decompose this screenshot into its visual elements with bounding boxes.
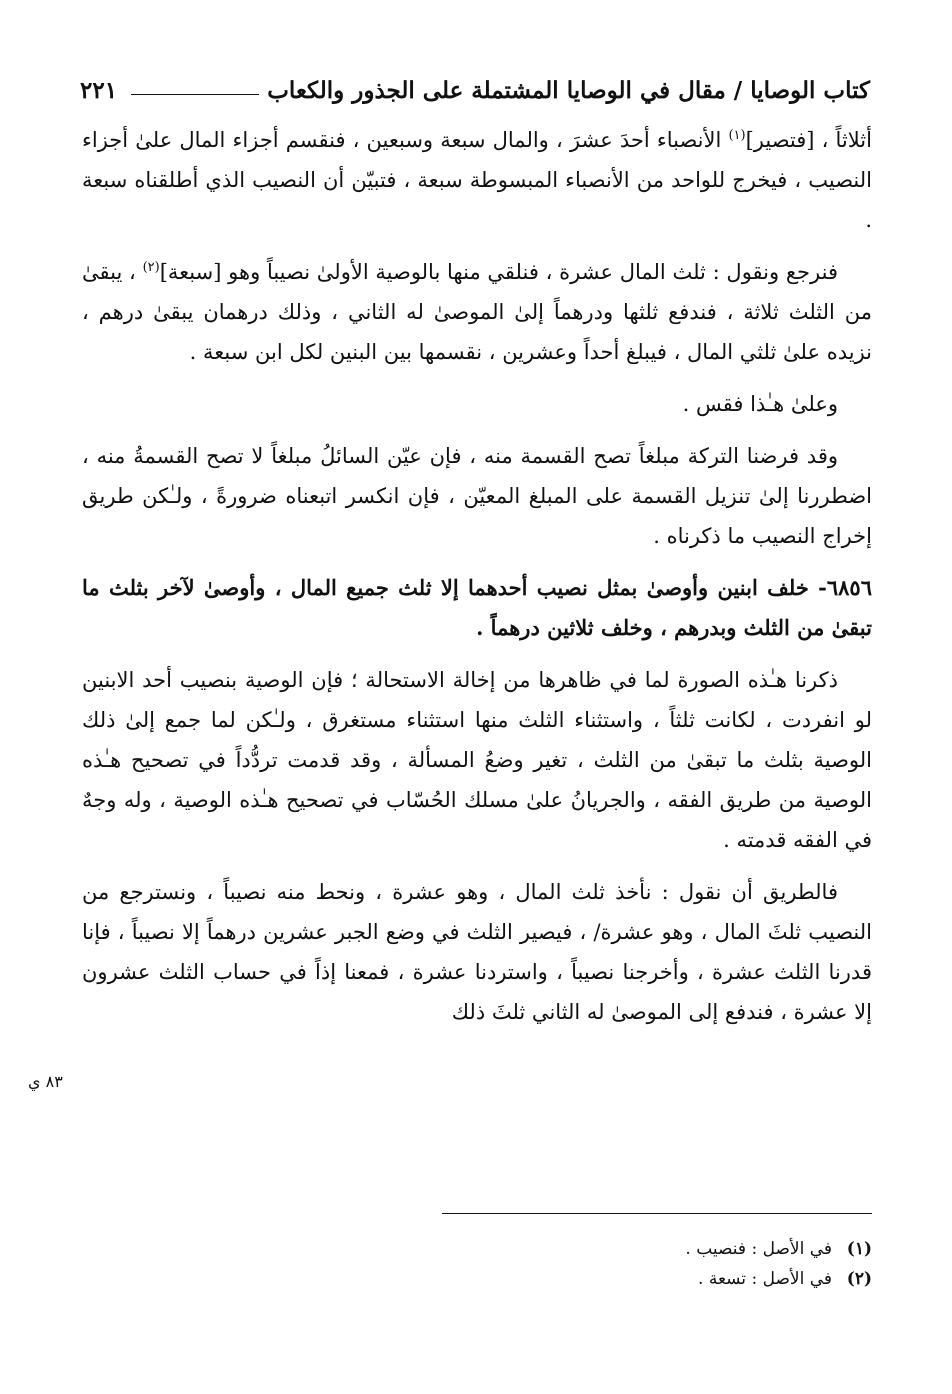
paragraph: فالطريق أن نقول : نأخذ ثلث المال ، وهو عشرة ، ونحط منه نصيباً ، ونسترجع من النصيب ثلثَ المال ، وهو عشرة/ ، فيصير الثلث في وضع الجبر عشرين درهماً إلا نصيباً ، فإنا قدرنا الثلث عشرة ، وأخرجنا نصيباً ، واستردنا عشرة ، فمعنا إذاً في حساب الثلث عشرون إلا عشرة ، فندفع إلى الموصىٰ له الثاني ثلثَ ذلك: [82, 880, 872, 1024]
paragraph: وقد فرضنا التركة مبلغاً تصح القسمة منه ، فإن عيّن السائلُ مبلغاً لا تصح القسمةُ منه ، اضطررنا إلىٰ تنزيل القسمة على المبلغ المعيّن ، فإن انكسر اتبعناه ضرورةً ، ولـٰكن طريق إخراج النصيب ما ذكرناه .: [82, 444, 872, 548]
footnote-text: في الأصل : تسعة .: [698, 1269, 832, 1289]
footnote: [272, 1264, 872, 1294]
footnote-text: في الأصل : فنصيب .: [685, 1239, 832, 1259]
section-heading-paragraph: ٦٨٥٦- خلف ابنين وأوصىٰ بمثل نصيب أحدهما إلا ثلث جميع المال ، وأوصىٰ لآخر بثلث ما تبقىٰ من الثلث وبدرهم ، وخلف ثلاثين درهماً .: [82, 575, 872, 640]
footnote-divider: [442, 1213, 872, 1214]
footnote-number: (٢): [846, 1269, 872, 1289]
paragraph: ذكرنا هـٰذه الصورة لما في ظاهرها من إخالة الاستحالة ؛ فإن الوصية بنصيب أحد الابنين لو انفردت ، لكانت ثلثاً ، واستثناء الثلث منها استثناء مستغرق ، ولـٰكن لما جمع إلىٰ ذلك الوصية بثلث ما تبقىٰ من الثلث ، تغير وضعُ المسألة ، وقد قدمت تردُّداً في تصحيح هـٰذه الوصية من طريق الفقه ، والجريانُ علىٰ مسلك الحُسّاب في تصحيح هـٰذه الوصية ، وله وجهٌ في الفقه قدمته .: [82, 668, 872, 852]
paragraph-text: ، يبقىٰ من الثلث ثلاثة ، فندفع ثلثها ودرهماً إلىٰ الموصىٰ له الثاني ، وذلك درهمان يبقىٰ درهم ، نزيده علىٰ ثلثي المال ، فيبلغ أحداً وعشرين ، نقسمها بين البنين لكل ابن سبعة .: [82, 260, 872, 364]
paragraph-text: أثلاثاً ، [فتصير]: [745, 128, 872, 152]
footnote-ref: (١): [728, 128, 746, 143]
header-rule: [131, 94, 259, 95]
paragraph-text: الأنصباء أحدَ عشرَ ، والمال سبعة وسبعين ، فنقسم أجزاء المال علىٰ أجزاء النصيب ، فيخرج للواحد من الأنصباء المبسوطة سبعة ، فتبيّن أن النصيب الذي أطلقناه سبعة .: [82, 128, 872, 232]
paragraph: [82, 120, 872, 240]
main-text: [82, 120, 872, 1044]
paragraph: وعلىٰ هـٰذا فقس .: [682, 392, 838, 416]
margin-page-marker: ٨٣ ي: [28, 1072, 63, 1091]
running-title: كتاب الوصايا / مقال في الوصايا المشتملة على الجذور والكعاب: [267, 76, 870, 104]
footnote-ref: (٢): [142, 260, 160, 275]
footnote: [272, 1234, 872, 1264]
page-header: [80, 72, 870, 108]
page-number: ٢٢١: [80, 76, 118, 104]
paragraph-text: فنرجع ونقول : ثلث المال عشرة ، فنلقي منها بالوصية الأولىٰ نصيباً وهو [سبعة]: [159, 260, 839, 284]
footnotes: [272, 1234, 872, 1294]
footnote-number: (١): [846, 1239, 872, 1259]
paragraph: [82, 252, 872, 372]
